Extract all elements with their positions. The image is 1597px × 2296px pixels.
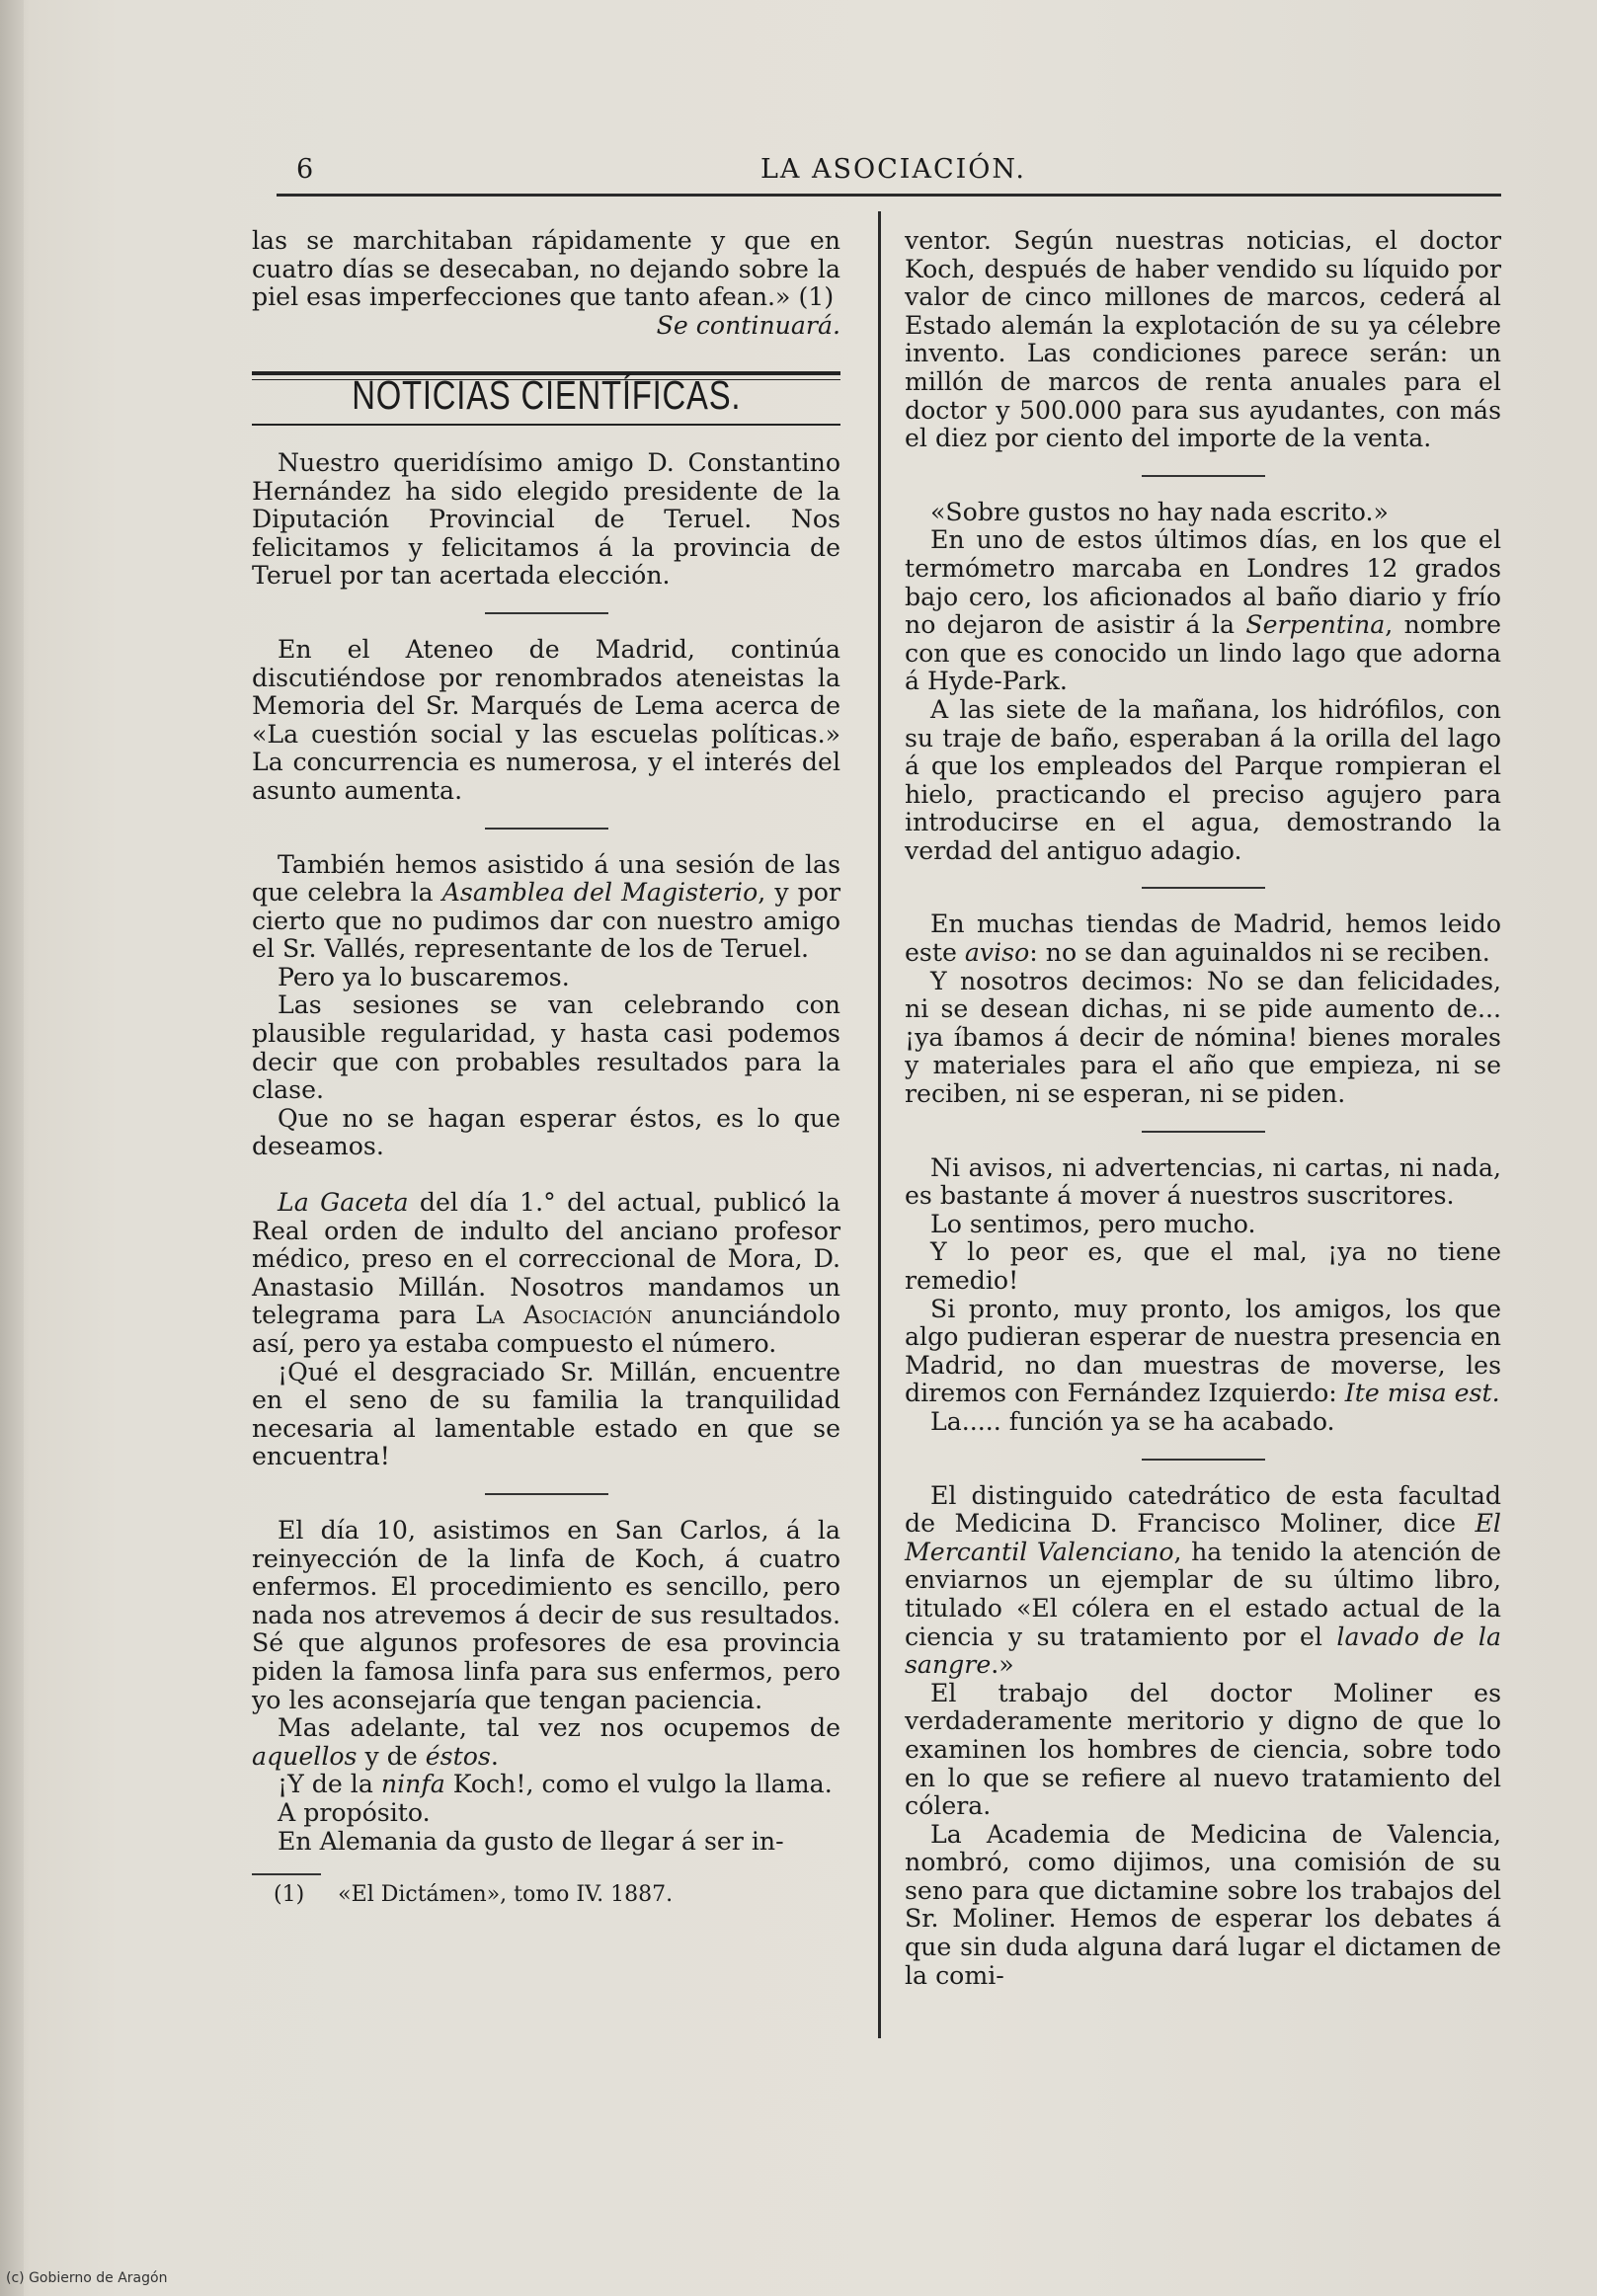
footnote [274, 1881, 840, 1910]
paragraph: La Gaceta del día 1.° del actual, publicó la Real orden de indulto del anciano profesor médico, preso en el correccional de Mora, D. Anastasio Millán. Nosotros mandamos un telegrama para La Asociación anunciándolo así, pero ya estaba compuesto el número. [252, 1188, 841, 1358]
paragraph: ¡Y de la ninfa Koch!, como el vulgo la llama. [278, 1770, 833, 1799]
running-header [277, 150, 1501, 190]
paragraph: El trabajo del doctor Moliner es verdaderamente meritorio y digno de que lo examinen los hombres de ciencia, sobre todo en lo que se refiere al nuevo tratamiento del cólera. [905, 1678, 1501, 1821]
paragraph: Nuestro queridísimo amigo D. Constantino Hernández ha sido elegido presidente de la Diputación Provincial de Teruel. Nos felicitamos y felicitamos á la provincia de Teruel por tan acertada elección. [252, 447, 840, 591]
column-divider [878, 211, 881, 2038]
paragraph: Si pronto, muy pronto, los amigos, los que algo pudieran esperar de nuestra presencia en Madrid, no dan muestras de moverse, les diremos con Fernández Izquierdo: Ite misa est. [905, 1294, 1501, 1408]
section-banner [252, 371, 840, 426]
paragraph: Mas adelante, tal vez nos ocupemos de aquellos y de éstos. [252, 1713, 840, 1771]
paragraph: ¡Qué el desgraciado Sr. Millán, encuentre en el seno de su familia la tranquilidad necesaria al lamentable estado en que se encuentra! [252, 1357, 840, 1471]
separator [1142, 887, 1265, 889]
left-column [252, 227, 840, 1910]
paragraph: La..... función ya se ha acabado. [930, 1406, 1335, 1436]
separator [485, 612, 608, 614]
paragraph: «Sobre gustos no hay nada escrito.» [930, 497, 1389, 526]
page-number: 6 [296, 154, 314, 185]
paragraph: Las sesiones se van celebrando con plausible regularidad, y hasta casi podemos decir que con probables resultados para la clase. [252, 990, 840, 1105]
paragraph: En Alemania da gusto de llegar á ser in- [278, 1826, 784, 1856]
paragraph: El distinguido catedrático de esta facultad de Medicina D. Francisco Moliner, dice El Mercantil Valenciano, ha tenido la atención de enviarnos un ejemplar de su último libro, titulado «El cólera en el estado actual de la ciencia y su tratamiento por el lavado de la sangre.» [905, 1480, 1501, 1680]
paragraph: las se marchitaban rápidamente y que en cuatro días se desecaban, no dejando sobre la piel esas imperfecciones que tanto afean.» (1) [252, 226, 840, 312]
right-column [905, 227, 1501, 1990]
separator [1142, 1131, 1265, 1133]
paragraph: A propósito. [278, 1797, 431, 1827]
footnote-text: «El Dictámen», tomo IV. 1887. [338, 1882, 674, 1908]
paragraph: En el Ateneo de Madrid, continúa discutiéndose por renombrados ateneistas la Memoria del Sr. Marqués de Lema acerca de «La cuestión social y las escuelas políticas.» La concurrencia es numerosa, y el interés del asunto aumenta. [252, 634, 840, 805]
paragraph: Lo sentimos, pero mucho. [930, 1209, 1256, 1238]
paragraph: En uno de estos últimos días, en los que el termómetro marcaba en Londres 12 grados bajo cero, los aficionados al baño diario y frío no dejaron de asistir á la Serpentina, nombre con que es conocido un lindo lago que adorna á Hyde-Park. [905, 525, 1502, 696]
separator [1142, 475, 1265, 477]
paragraph: ventor. Según nuestras noticias, el doctor Koch, después de haber vendido su líquido por valor de cinco millones de marcos, cederá al Estado alemán la explotación de su ya célebre invento. Las condiciones parece serán: un millón de marcos de renta anuales para el doctor y 500.000 para sus ayudantes, con más el diez por ciento del importe de la venta. [905, 226, 1501, 453]
copyright-credit: (c) Gobierno de Aragón [6, 2270, 168, 2286]
paragraph: Y nosotros decimos: No se dan felicidades, ni se desean dichas, ni se pide aumento de... ¡ya íbamos á decir de nómina! bienes morales y materiales para el año que empieza, ni se reciben, ni se esperan, ni se piden. [905, 966, 1501, 1109]
footnote-mark: (1) [274, 1882, 305, 1908]
paragraph: En muchas tiendas de Madrid, hemos leido este aviso: no se dan aguinaldos ni se reciben. [905, 910, 1501, 968]
paragraph: También hemos asistido á una sesión de las que celebra la Asamblea del Magisterio, y por cierto que no pudimos dar con nuestro amigo el Sr. Vallés, representante de los de Teruel. [252, 849, 841, 964]
paragraph: A las siete de la mañana, los hidrófilos, con su traje de baño, esperaban á la orilla del lago á que los empleados del Parque rompieran el hielo, practicando el preciso agujero para introducirse en el agua, demostrando la verdad del antiguo adagio. [905, 694, 1501, 865]
continued-note: Se continuará. [656, 310, 840, 340]
separator [1142, 1459, 1265, 1461]
paragraph: La Academia de Medicina de Valencia, nombró, como dijimos, una comisión de su seno para que dictamine sobre los trabajos del Sr. Moliner. Hemos de esperar los debates á que sin duda alguna dará lugar el dictamen de la comi- [905, 1819, 1501, 1990]
publication-title: LA ASOCIACIÓN. [760, 154, 1026, 185]
paragraph: Pero ya lo buscaremos. [278, 962, 570, 991]
footnote-rule [252, 1873, 321, 1875]
header-rule [277, 194, 1501, 197]
paragraph: El día 10, asistimos en San Carlos, á la reinyección de la linfa de Koch, á cuatro enfermos. El procedimiento es sencillo, pero nada nos atrevemos á decir de sus resultados. Sé que algunos profesores de esa provincia piden la famosa linfa para sus enfermos, pero yo les aconsejaría que tengan paciencia. [252, 1515, 840, 1714]
paragraph: Ni avisos, ni advertencias, ni cartas, ni nada, es bastante á mover á nuestros suscritores. [905, 1152, 1501, 1211]
page-edge [0, 0, 24, 2296]
paragraph: Y lo peor es, que el mal, ¡ya no tiene remedio! [905, 1237, 1501, 1295]
separator [485, 1493, 608, 1495]
paragraph: Que no se hagan esperar éstos, es lo que deseamos. [252, 1103, 840, 1161]
section-title: NOTICIAS CIENTÍFICAS. [351, 372, 742, 419]
separator [485, 828, 608, 830]
